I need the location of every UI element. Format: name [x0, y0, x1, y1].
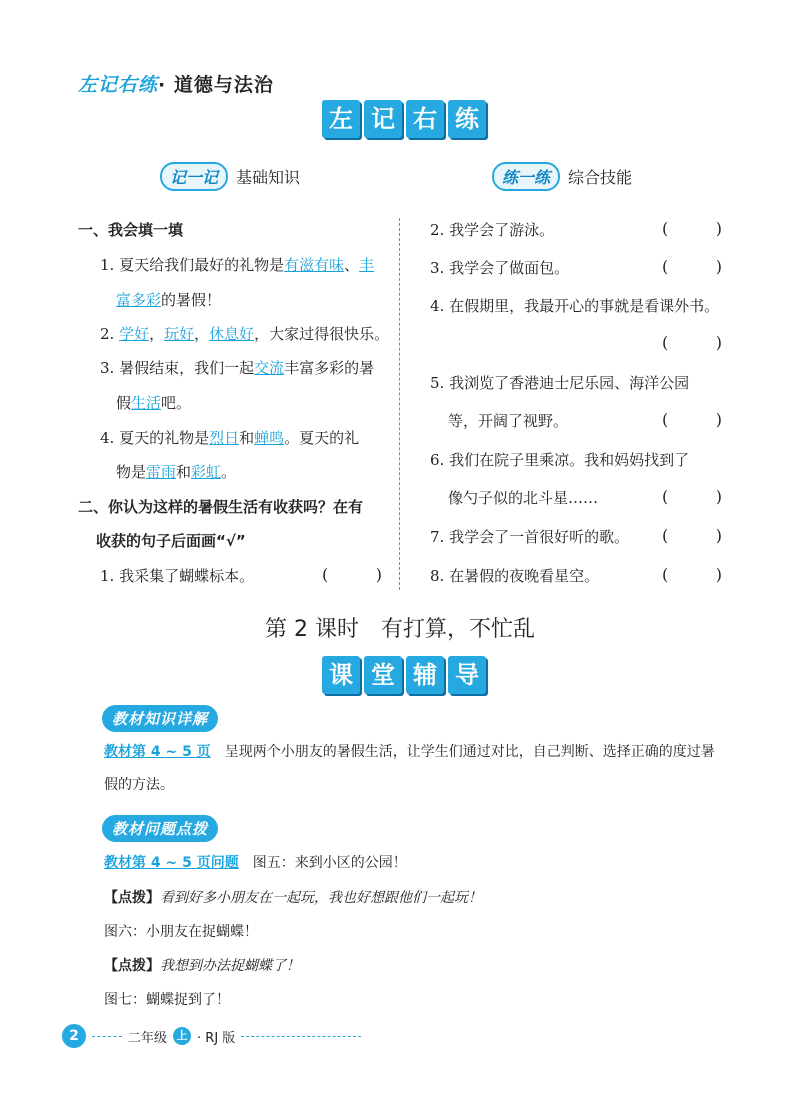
right-q5-line1: 5. 我浏览了香港迪士尼乐园、海洋公园: [430, 374, 690, 392]
right-head-label: 综合技能: [568, 168, 633, 187]
banner-char: 左: [322, 100, 360, 138]
left-q1-line1: 1. 夏天给我们最好的礼物是有滋有味、丰: [100, 256, 375, 274]
series-subject: · 道德与法治: [158, 74, 274, 96]
answer-blank: 富多彩: [116, 291, 162, 309]
banner-char: 练: [448, 100, 486, 138]
section-title-fill: 一、我会填一填: [78, 221, 184, 239]
answer-blank: 雷雨: [146, 463, 177, 481]
answer-blank: 丰: [359, 256, 375, 274]
section-banner-zuoji: [322, 100, 486, 138]
section-banner-ketang: [322, 656, 486, 694]
page-footer: [62, 1024, 361, 1048]
left-q1-line2: 富多彩的暑假！: [116, 291, 222, 309]
left-q3-line2: 假生活吧。: [116, 394, 192, 412]
banner-char: 记: [364, 100, 402, 138]
answer-parentheses[interactable]: ( ): [662, 257, 722, 276]
banner-char: 堂: [364, 656, 402, 694]
ji-yi-ji-tag: 记一记: [160, 162, 228, 191]
right-q7: 7. 我学会了一首很好听的歌。: [430, 528, 630, 546]
answer-parentheses[interactable]: ( ): [662, 333, 722, 352]
right-q6-line1: 6. 我们在院子里乘凉。我和妈妈找到了: [430, 451, 690, 469]
answer-blank: 生活: [131, 394, 162, 412]
answer-blank: 玩好: [164, 325, 195, 343]
answer-blank: 交流: [254, 359, 285, 377]
right-q6-line2: 像勺子似的北斗星……: [448, 489, 599, 507]
series-main: 左记右练: [78, 74, 159, 96]
left-tick-q1: 1. 我采集了蝴蝶标本。: [100, 567, 255, 585]
section-title-harvest-2: 收获的句子后面画“√”: [96, 532, 246, 550]
answer-parentheses[interactable]: ( ): [662, 526, 722, 545]
banner-char: 右: [406, 100, 444, 138]
left-column-head: [160, 162, 300, 191]
right-q3: 3. 我学会了做面包。: [430, 259, 570, 277]
footer-dash: [92, 1036, 122, 1037]
answer-blank: 学好: [119, 325, 150, 343]
lesson-title: 第 2 课时 有打算，不忙乱: [265, 617, 535, 642]
term-badge: 上: [173, 1027, 191, 1045]
answer-parentheses[interactable]: ( ): [662, 219, 722, 238]
answer-blank: 有滋有味: [284, 256, 345, 274]
series-title: [78, 70, 274, 97]
answer-blank: 烈日: [209, 429, 240, 447]
left-q4-line1: 4. 夏天的礼物是烈日和蝉鸣。夏天的礼: [100, 429, 360, 447]
left-head-label: 基础知识: [236, 168, 301, 187]
textbook-ref: 教材第 4 ~ 5 页: [104, 744, 211, 760]
knowledge-tag-wrap: [102, 705, 218, 732]
left-q2: 2. 学好，玩好，休息好，大家过得很快乐。: [100, 325, 390, 343]
answer-blank: 蝉鸣: [254, 429, 285, 447]
edition-label: · RJ 版: [197, 1030, 236, 1046]
footer-dash: [241, 1036, 361, 1037]
grade-label: 二年级: [128, 1030, 168, 1046]
right-q2: 2. 我学会了游泳。: [430, 221, 555, 239]
problem-line3: 图七：蝴蝶捉到了！: [104, 992, 230, 1008]
problem-hint-tag: 教材问题点拨: [102, 815, 218, 842]
lian-yi-lian-tag: 练一练: [492, 162, 560, 191]
answer-parentheses[interactable]: ( ): [662, 487, 722, 506]
answer-blank: 休息好: [209, 325, 255, 343]
left-q3-line1: 3. 暑假结束，我们一起交流丰富多彩的暑: [100, 359, 375, 377]
answer-parentheses[interactable]: ( ): [662, 410, 722, 429]
column-divider: [399, 218, 400, 590]
right-column-head: [492, 162, 632, 191]
tip-label: 【点拨】: [104, 958, 160, 974]
problem-tag-wrap: [102, 815, 218, 842]
answer-parentheses[interactable]: ( ): [662, 565, 722, 584]
banner-char: 导: [448, 656, 486, 694]
answer-parentheses[interactable]: ( ): [322, 565, 382, 584]
textbook-ref: 教材第 4 ~ 5 页问题: [104, 855, 239, 871]
tip-line2: 【点拨】我想到办法捉蝴蝶了！: [104, 958, 300, 974]
problem-line1: 教材第 4 ~ 5 页问题 图五：来到小区的公园！: [104, 855, 407, 871]
problem-line2: 图六：小朋友在捉蝴蝶！: [104, 924, 258, 940]
right-q5-line2: 等，开阔了视野。: [448, 412, 569, 430]
right-q4: 4. 在假期里，我最开心的事就是看课外书。: [430, 297, 720, 315]
left-q4-line2: 物是雷雨和彩虹。: [116, 463, 237, 481]
knowledge-paragraph-cont: 假的方法。: [104, 777, 174, 793]
knowledge-detail-tag: 教材知识详解: [102, 705, 218, 732]
right-q8: 8. 在暑假的夜晚看星空。: [430, 567, 600, 585]
section-title-harvest-1: 二、你认为这样的暑假生活有收获吗？在有: [78, 498, 364, 516]
banner-char: 辅: [406, 656, 444, 694]
tip-line1: 【点拨】看到好多小朋友在一起玩，我也好想跟他们一起玩！: [104, 890, 482, 906]
banner-char: 课: [322, 656, 360, 694]
tip-label: 【点拨】: [104, 890, 160, 906]
answer-blank: 彩虹: [191, 463, 222, 481]
page-number: 2: [62, 1024, 86, 1048]
knowledge-paragraph: 教材第 4 ~ 5 页 呈现两个小朋友的暑假生活，让学生们通过对比，自己判断、选择正确的度过暑: [104, 744, 715, 760]
